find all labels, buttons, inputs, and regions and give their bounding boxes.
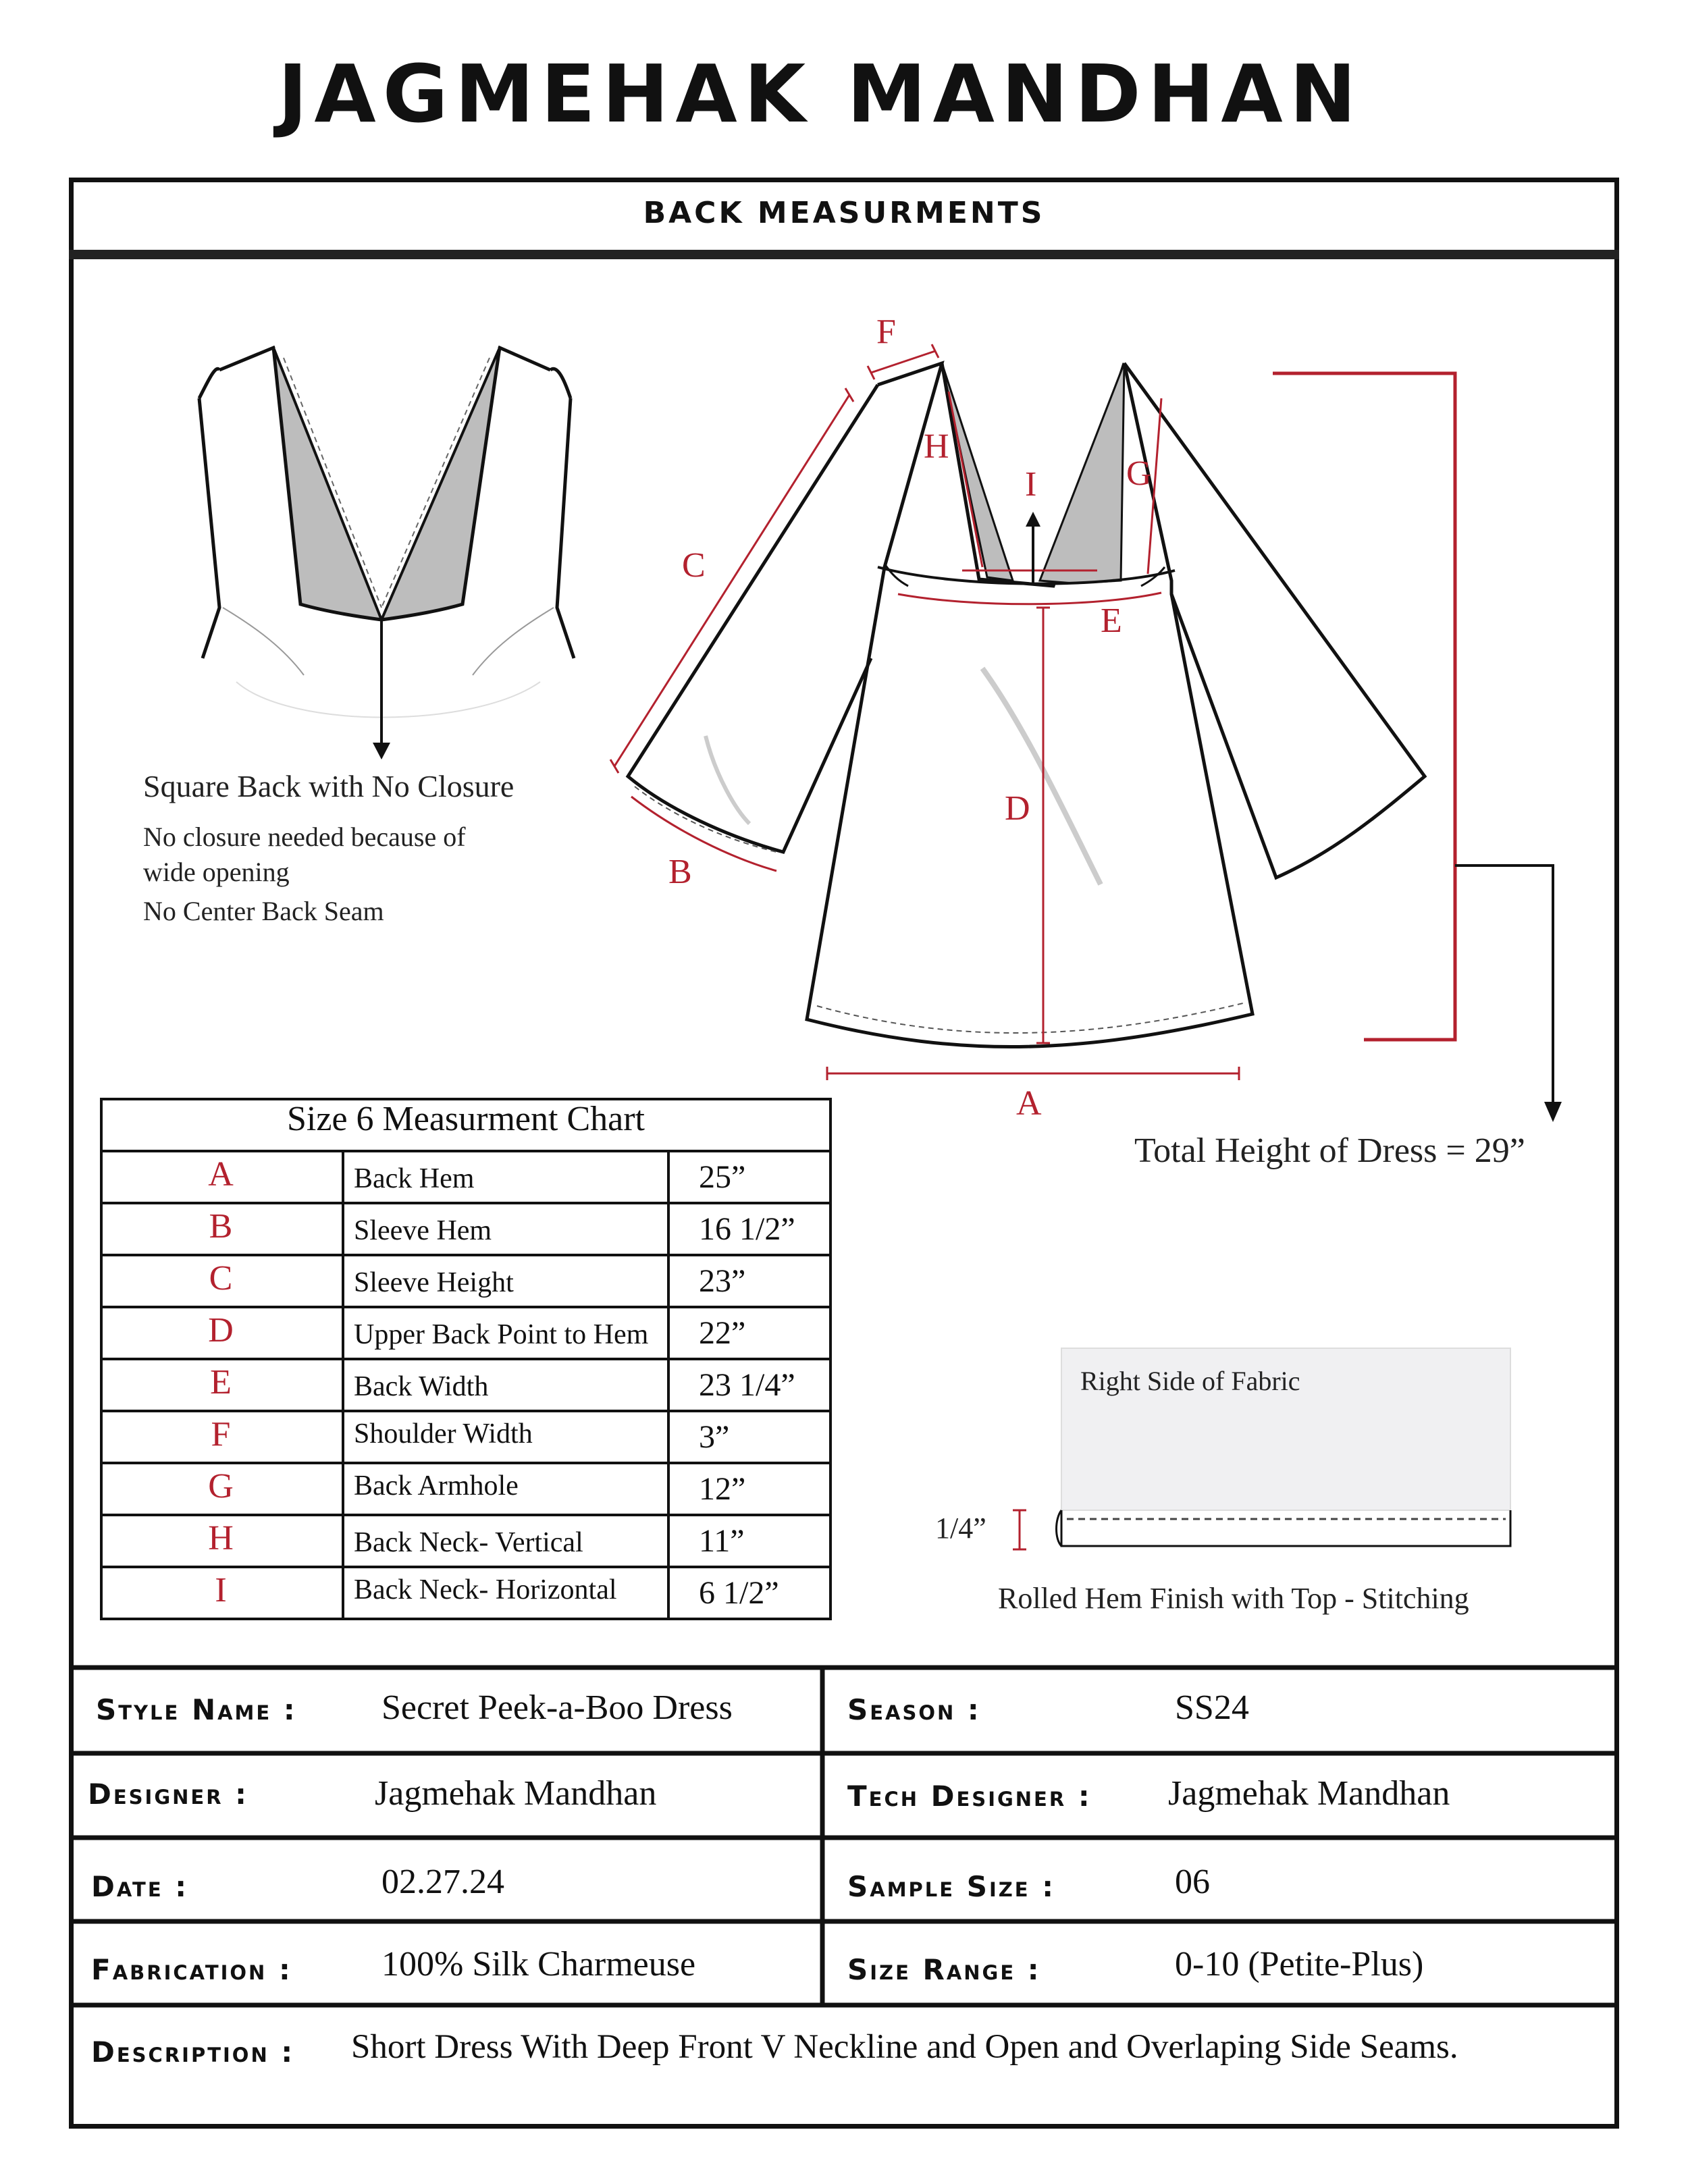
section-title: BACK MEASURMENTS	[643, 196, 1045, 230]
brand-title: JAGMEHAK MANDHAN	[278, 47, 1363, 140]
chart-name: Back Neck- Vertical	[354, 1527, 583, 1558]
date-value: 02.27.24	[381, 1863, 504, 1901]
label-a: A	[1016, 1084, 1042, 1123]
chart-name: Upper Back Point to Hem	[354, 1319, 649, 1350]
date-label: Date :	[91, 1870, 189, 1903]
chart-title: Size 6 Measurment Chart	[287, 1100, 645, 1138]
label-d: D	[1005, 789, 1030, 828]
chart-value: 16 1/2”	[699, 1211, 795, 1247]
chart-value: 23 1/4”	[699, 1367, 795, 1403]
chart-value: 23”	[699, 1263, 746, 1299]
fabric-right-side-label: Right Side of Fabric	[1080, 1366, 1300, 1396]
label-g: G	[1126, 454, 1152, 493]
description-value: Short Dress With Deep Front V Neckline and Open and Overlaping Side Seams.	[351, 2028, 1458, 2066]
chart-name: Back Width	[354, 1371, 489, 1402]
chart-letter: G	[208, 1467, 234, 1506]
chart-value: 12”	[699, 1471, 746, 1507]
season-value: SS24	[1175, 1688, 1249, 1727]
label-b: B	[668, 853, 692, 891]
chart-value: 25”	[699, 1159, 746, 1195]
chart-value: 22”	[699, 1315, 746, 1351]
label-e: E	[1101, 602, 1122, 640]
chart-letter: C	[209, 1259, 233, 1298]
size-range-value: 0-10 (Petite-Plus)	[1175, 1945, 1424, 1983]
label-h: H	[924, 427, 949, 466]
sample-size-label: Sample Size :	[847, 1870, 1056, 1903]
chart-name: Sleeve Hem	[354, 1215, 492, 1246]
season-label: Season :	[847, 1693, 981, 1726]
tech-designer-value: Jagmehak Mandhan	[1168, 1774, 1450, 1813]
chart-letter: E	[210, 1363, 232, 1402]
style-name-value: Secret Peek-a-Boo Dress	[381, 1688, 733, 1727]
chart-letter: F	[211, 1415, 231, 1454]
designer-value: Jagmehak Mandhan	[375, 1774, 657, 1813]
total-height-note: Total Height of Dress = 29”	[1134, 1131, 1525, 1170]
chart-letter: I	[215, 1571, 227, 1609]
hem-caption: Rolled Hem Finish with Top - Stitching	[998, 1582, 1469, 1615]
sample-size-value: 06	[1175, 1863, 1210, 1901]
size-range-label: Size Range :	[847, 1953, 1041, 1986]
chart-name: Shoulder Width	[354, 1418, 533, 1449]
style-name-label: Style Name :	[96, 1693, 297, 1726]
chart-value: 11”	[699, 1523, 745, 1559]
height-arrow	[1455, 865, 1553, 1107]
closure-note-line3: No Center Back Seam	[143, 896, 384, 926]
fabrication-label: Fabrication :	[91, 1953, 292, 1986]
fabrication-value: 100% Silk Charmeuse	[381, 1945, 696, 1983]
chart-name: Back Neck- Horizontal	[354, 1574, 617, 1605]
description-label: Description :	[91, 2035, 295, 2069]
closure-note-line1: No closure needed because of	[143, 822, 466, 852]
chart-letter: D	[208, 1311, 234, 1350]
label-i: I	[1025, 465, 1037, 504]
tech-designer-label: Tech Designer :	[847, 1780, 1092, 1813]
closure-title: Square Back with No Closure	[143, 769, 515, 803]
chart-letter: H	[208, 1519, 234, 1557]
chart-letter: B	[209, 1207, 233, 1246]
chart-name: Sleeve Height	[354, 1267, 514, 1298]
chart-value: 3”	[699, 1419, 730, 1455]
hem-width-label: 1/4”	[935, 1512, 986, 1545]
chart-name: Back Armhole	[354, 1470, 519, 1501]
height-arrowhead	[1544, 1102, 1562, 1122]
closure-note-line2: wide opening	[143, 857, 290, 887]
chart-name: Back Hem	[354, 1163, 475, 1194]
label-c: C	[682, 546, 706, 585]
designer-label: Designer :	[88, 1778, 248, 1811]
back-neckline-detail-sketch	[199, 348, 574, 760]
label-f: F	[876, 313, 896, 351]
chart-letter: A	[208, 1155, 234, 1194]
chart-value: 6 1/2”	[699, 1575, 779, 1611]
